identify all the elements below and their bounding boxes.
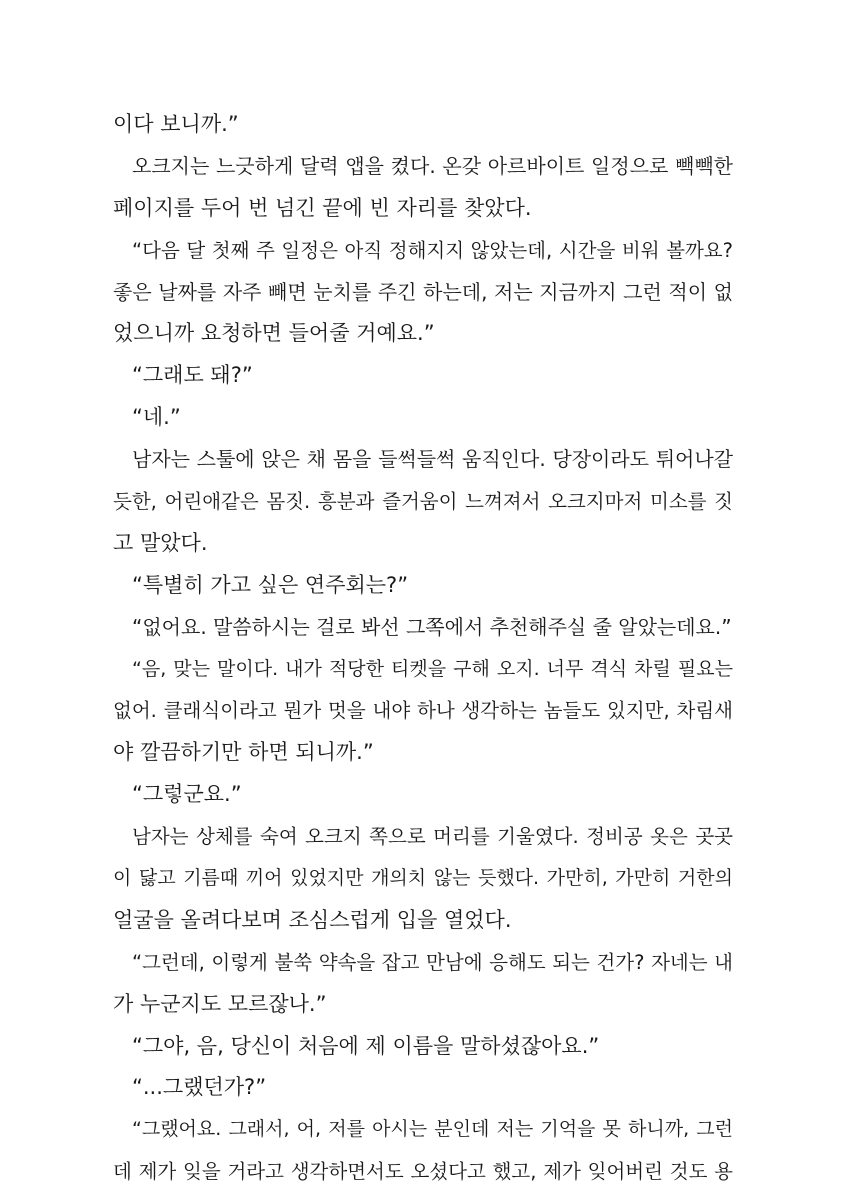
text-line: 이 닳고 기름때 끼어 있었지만 개의치 않는 듯했다. 가만히, 가만히 거한의 (113, 867, 733, 890)
text-line: “특별히 가고 싶은 연주회는?” (132, 572, 409, 597)
text-line: 없어. 클래식이라고 뭔가 멋을 내야 하나 생각하는 놈들도 있지만, 차림새 (113, 699, 733, 723)
text-line: 좋은 날짜를 자주 빼면 눈치를 주긴 하는데, 저는 지금까지 그런 적이 없 (113, 279, 733, 304)
text-line: 이다 보니까.” (113, 112, 239, 136)
text-line: 남자는 상체를 숙여 오크지 쪽으로 머리를 기울였다. 정비공 옷은 곳곳 (132, 825, 733, 849)
text-line: “...그랬던가?” (132, 1075, 267, 1100)
text-line: 데 제가 잊을 거라고 생각하면서도 오셨다고 했고, 제가 잊어버린 것도 용 (113, 1160, 733, 1184)
text-line: 가 누군지도 모르잖나.” (113, 991, 327, 1016)
text-line: “그랬어요. 그래서, 어, 저를 아시는 분인데 저는 기억을 못 하니까, 그런 (132, 1118, 733, 1141)
text-line: “그렇군요.” (132, 782, 242, 807)
text-line: 얼굴을 올려다보며 조심스럽게 입을 열었다. (113, 907, 512, 932)
text-line: “그래도 돼?” (132, 363, 253, 388)
text-line: “없어요. 말씀하시는 걸로 봐선 그쪽에서 추천해주실 줄 알았는데요.” (132, 614, 732, 639)
text-line: 고 말았다. (113, 530, 208, 555)
text-line: “네.” (132, 405, 181, 430)
text-line: 듯한, 어린애같은 몸짓. 흥분과 즐거움이 느껴져서 오크지마저 미소를 짓 (113, 490, 733, 514)
text-line: 페이지를 두어 번 넘긴 끝에 빈 자리를 찾았다. (113, 195, 532, 220)
text-line: “그런데, 이렇게 불쑥 약속을 잡고 만남에 응해도 되는 건가? 자네는 내 (132, 950, 733, 974)
text-line: 었으니까 요청하면 들어줄 거예요.” (113, 321, 435, 346)
text-line: “다음 달 첫째 주 일정은 아직 정해지지 않았는데, 시간을 비워 볼까요? (132, 238, 733, 262)
text-line: “음, 맞는 말이다. 내가 적당한 티켓을 구해 오지. 너무 격식 차릴 필요는 (132, 657, 733, 680)
text-line: 남자는 스툴에 앉은 채 몸을 들썩들썩 움직인다. 당장이라도 튀어나갈 (132, 447, 733, 472)
text-line: 야 깔끔하기만 하면 되니까.” (113, 740, 374, 765)
body-text (113, 104, 733, 1193)
text-line: “그야, 음, 당신이 처음에 제 이름을 말하셨잖아요.” (132, 1033, 600, 1058)
text-line: 오크지는 느긋하게 달력 앱을 켰다. 온갖 아르바이트 일정으로 빽빽한 (132, 153, 733, 178)
